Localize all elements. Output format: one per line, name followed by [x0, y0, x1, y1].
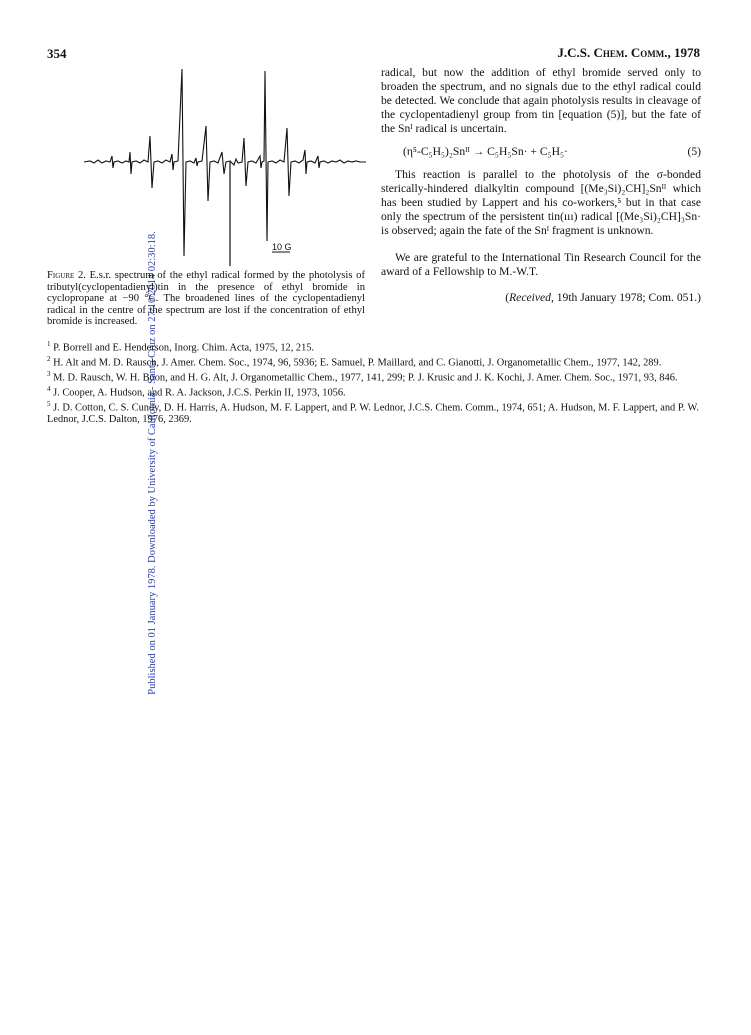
- journal-year: , 1978: [667, 45, 700, 60]
- reference-item: $^3$ M. D. Rausch, W. H. Boon, and H. G. Alt, J. Organometallic Chem., 1977, 141, 299; P. J. Krusic and J. K. Kochi, J. Amer. Chem. Soc., 1971, 93, 846.: [47, 369, 678, 384]
- page-number: 354: [47, 46, 67, 61]
- download-watermark: Published on 01 January 1978. Downloaded by University of California - Santa Cruz on 27/10/2014 02:30:18.: [147, 231, 158, 695]
- paragraph-continuation: radical, but now the addition of ethyl bromide served only to broaden the spectrum, and no signals due to the ethyl radical could be detected. We conclude that again photolysis results in cleavage of the cyclopentadienyl group from tin [equation (5)], but the fate of the Snᴵ radical is uncertain.: [381, 66, 701, 135]
- spectrum-trace: [84, 69, 366, 266]
- esr-spectrum-figure: [84, 66, 366, 266]
- acknowledgement: We are grateful to the International Tin Research Council for the award of a Fellowship to M.-W.T.: [381, 251, 701, 278]
- received-note: (Received, 19th January 1978; Com. 051.): [505, 291, 701, 304]
- figure-label: Figure 2.: [47, 270, 86, 281]
- references: [47, 339, 701, 425]
- journal-prefix: J.C.S.: [557, 45, 594, 60]
- figure-caption: [47, 270, 365, 328]
- reference-item: $^1$ P. Borrell and E. Henderson, Inorg. Chim. Acta, 1975, 12, 215.: [47, 340, 315, 354]
- paragraph-parallel-reaction: This reaction is parallel to the photolysis of the σ-bonded sterically-hindered dialkyltin compound [(Me₃Si)₂CH]₂Snᴵᴵ which has been studied by Lappert and his co-workers,⁵ but in that case only the spectrum of the persistent tin(ııı) radical [(Me₃Si)₂CH]₃Sn· is observed; again the fate of the Snᴵ fragment is unknown.: [381, 168, 701, 237]
- equation-number: (5): [687, 145, 701, 158]
- scale-bar: [272, 242, 292, 252]
- reference-item: $^4$ J. Cooper, A. Hudson, and R. A. Jackson, J.C.S. Perkin II, 1973, 1056.: [47, 384, 346, 399]
- journal-header: [557, 45, 700, 61]
- scale-bar-label: 10 G: [272, 242, 292, 252]
- journal-name: Chem. Comm.: [593, 45, 668, 60]
- equation-5: [403, 145, 701, 159]
- caption-text: E.s.r. spectrum of the ethyl radical formed by the photolysis of tributyl(cyclopentadienyl)tin in the presence of ethyl bromide in cyclopropane at −90 °C. The broadened lines of the cyclopentadienyl radical in the centre of the spectrum are lost if the concentration of ethyl bromide is increased.: [47, 270, 365, 328]
- right-column: [381, 66, 701, 305]
- equation-body: (η⁵-C₅H₅)₂Snᴵᴵ → C₅H₅Sn· + C₅H₅·: [403, 145, 568, 158]
- reference-item: $^5$ J. D. Cotton, C. S. Cundy, D. H. Harris, A. Hudson, M. F. Lappert, and P. W. Lednor, J.C.S. Chem. Comm., 1974, 651; A. Hudson, M. F. Lappert, and P. W. Lednor, J.C.S. Dalton, 1976, 2369.: [47, 399, 699, 425]
- reference-item: $^2$ H. Alt and M. D. Rausch, J. Amer. Chem. Soc., 1974, 96, 5936; E. Samuel, P. Maillard, and C. Gianotti, J. Organometallic Chem., 1977, 142, 289.: [47, 354, 662, 369]
